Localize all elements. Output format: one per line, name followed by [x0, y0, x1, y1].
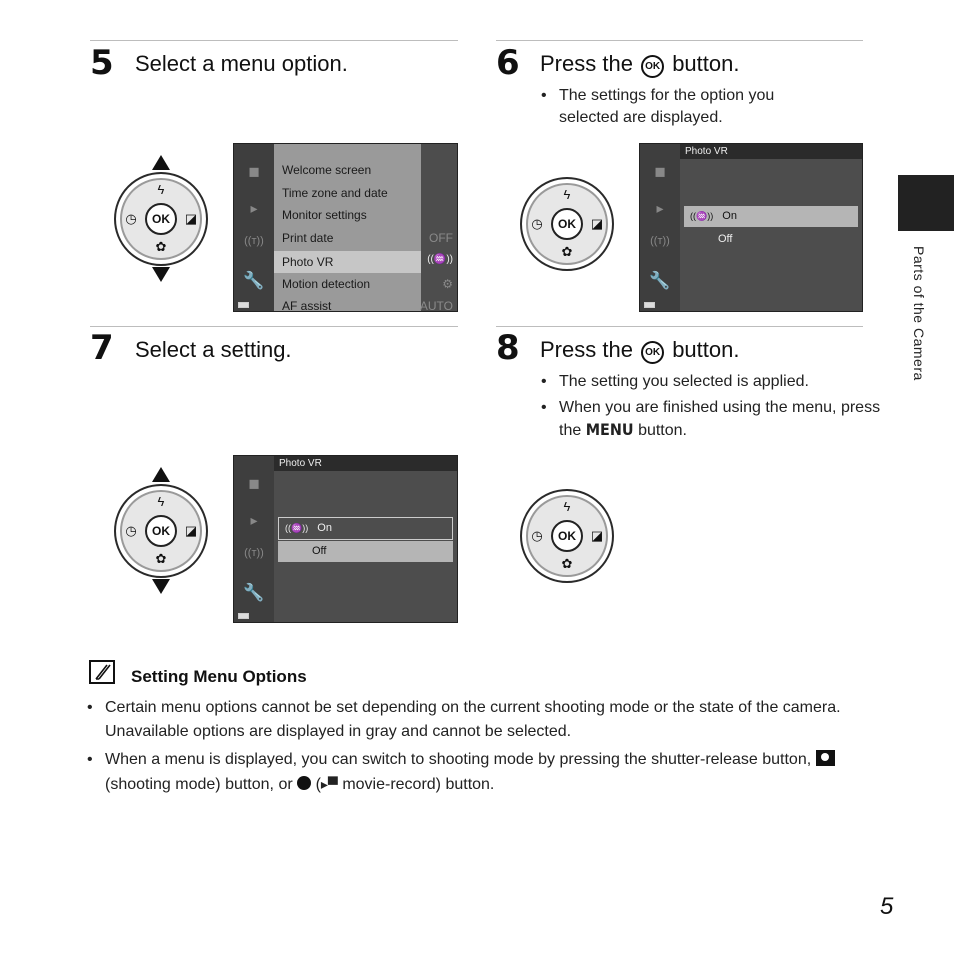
step-8-bullet-2	[541, 397, 881, 442]
down-arrow-icon	[152, 267, 170, 282]
step-8-number: 8	[496, 328, 520, 368]
step-8-title-after: button.	[672, 337, 740, 362]
ok-button-icon: OK	[641, 55, 664, 78]
camera-icon: ◼	[248, 475, 260, 491]
flash-icon: ϟ	[157, 494, 165, 509]
flash-icon: ϟ	[563, 187, 571, 202]
wireless-icon: ((ᴛ))	[244, 235, 264, 247]
step-6-title-after: button.	[672, 51, 740, 76]
step-8-bullet-1: • The setting you selected is applied.	[541, 371, 879, 393]
battery-icon	[238, 613, 249, 619]
screen-header: Photo VR	[274, 456, 457, 471]
step-6-bullet: • The settings for the option you selected are displayed.	[541, 85, 829, 129]
note-bullet-2	[87, 748, 885, 797]
wireless-icon: ((ᴛ))	[244, 547, 264, 559]
note-bullet-2-c: (	[315, 776, 321, 793]
camera-icon: ◼	[654, 163, 666, 179]
ok-button: OK	[551, 520, 583, 552]
screen-header: Photo VR	[680, 144, 862, 159]
motion-detection-value: ⚙	[442, 277, 453, 291]
option-label: On	[722, 210, 737, 222]
menu-item[interactable]: AF assist	[282, 299, 332, 312]
exposure-icon: ◪	[590, 216, 604, 231]
battery-icon	[644, 302, 655, 308]
menu-item-selected[interactable]: Photo VR	[274, 251, 421, 273]
menu-item[interactable]: Motion detection	[282, 277, 371, 291]
menu-button-label: MENU	[585, 420, 634, 439]
option-on[interactable]	[684, 206, 858, 227]
flash-icon: ϟ	[563, 499, 571, 514]
macro-icon: ✿	[155, 551, 167, 566]
camera-menu-screen	[233, 143, 458, 312]
macro-icon: ✿	[155, 239, 167, 254]
battery-icon	[238, 302, 249, 308]
macro-icon: ✿	[561, 244, 573, 259]
menu-sidebar	[640, 144, 680, 311]
vr-icon: ((♒))	[690, 211, 714, 221]
pencil-note-icon	[89, 660, 115, 684]
step-6-title-before: Press the	[540, 51, 633, 76]
option-off[interactable]	[278, 541, 453, 562]
step-8-bullet-2-after: button.	[638, 422, 687, 439]
option-label: On	[317, 522, 332, 534]
ok-button: OK	[145, 203, 177, 235]
note-bullet-2-a: When a menu is displayed, you can switch to shooting mode by pressing the shutter-release button,	[105, 751, 812, 768]
menu-sidebar	[234, 456, 274, 622]
vr-icon: ((♒))	[285, 523, 309, 533]
wrench-icon: 🔧	[243, 271, 265, 290]
menu-sidebar	[234, 144, 274, 311]
movie-icon: ▸▀	[320, 776, 338, 792]
note-bullet-1: • Certain menu options cannot be set depending on the current shooting mode or the state of the camera. Unavailable options are displayed in gray and cannot be selected.	[87, 696, 885, 744]
step-8-title	[540, 337, 739, 364]
exposure-icon: ◪	[184, 523, 198, 538]
macro-icon: ✿	[561, 556, 573, 571]
step-8-title-before: Press the	[540, 337, 633, 362]
step-7-number: 7	[90, 328, 114, 368]
self-timer-icon: ◷	[531, 216, 543, 231]
option-off[interactable]	[684, 229, 858, 250]
step-5-number: 5	[90, 43, 114, 83]
multi-selector	[114, 484, 208, 578]
camera-setting-screen	[233, 455, 458, 623]
section-tab	[898, 175, 954, 231]
af-assist-value: AUTO	[419, 299, 453, 312]
step-6-title	[540, 51, 739, 78]
record-button-icon	[297, 776, 311, 790]
menu-item[interactable]: Print date	[282, 231, 334, 245]
step-5-title: Select a menu option.	[135, 51, 348, 76]
self-timer-icon: ◷	[125, 211, 137, 226]
wrench-icon: 🔧	[243, 583, 265, 602]
step-6-number: 6	[496, 43, 520, 83]
self-timer-icon: ◷	[125, 523, 137, 538]
menu-list	[274, 144, 421, 311]
movie-icon: ▸	[250, 512, 258, 528]
multi-selector	[520, 177, 614, 271]
movie-icon: ▸	[250, 200, 258, 216]
option-on[interactable]	[278, 517, 453, 540]
photo-vr-value: ((♒))	[427, 254, 453, 265]
wireless-icon: ((ᴛ))	[650, 235, 670, 247]
multi-selector	[520, 489, 614, 583]
down-arrow-icon	[152, 579, 170, 594]
camera-setting-screen	[639, 143, 863, 312]
exposure-icon: ◪	[590, 528, 604, 543]
ok-button: OK	[145, 515, 177, 547]
print-date-value: OFF	[429, 231, 453, 245]
menu-item[interactable]: Welcome screen	[282, 163, 372, 177]
camera-button-icon	[816, 750, 835, 766]
step-7-title: Select a setting.	[135, 337, 292, 362]
flash-icon: ϟ	[157, 182, 165, 197]
section-label: Parts of the Camera	[911, 246, 927, 381]
ok-button-icon: OK	[641, 341, 664, 364]
note-title: Setting Menu Options	[131, 667, 307, 686]
ok-button: OK	[551, 208, 583, 240]
option-label: Off	[312, 545, 327, 557]
exposure-icon: ◪	[184, 211, 198, 226]
up-arrow-icon	[152, 467, 170, 482]
option-label: Off	[718, 233, 733, 245]
menu-item[interactable]: Monitor settings	[282, 208, 367, 222]
up-arrow-icon	[152, 155, 170, 170]
camera-icon: ◼	[248, 163, 260, 179]
note-bullet-2-b: (shooting mode) button, or	[105, 776, 293, 793]
movie-icon: ▸	[656, 200, 664, 216]
step-8-bullet-2-before: When you are finished using the menu, press the	[559, 399, 881, 439]
note-bullet-2-d: movie-record) button.	[342, 776, 495, 793]
multi-selector	[114, 172, 208, 266]
menu-item[interactable]: Time zone and date	[282, 186, 388, 200]
page-number: 5	[880, 893, 894, 920]
self-timer-icon: ◷	[531, 528, 543, 543]
wrench-icon: 🔧	[649, 271, 671, 290]
